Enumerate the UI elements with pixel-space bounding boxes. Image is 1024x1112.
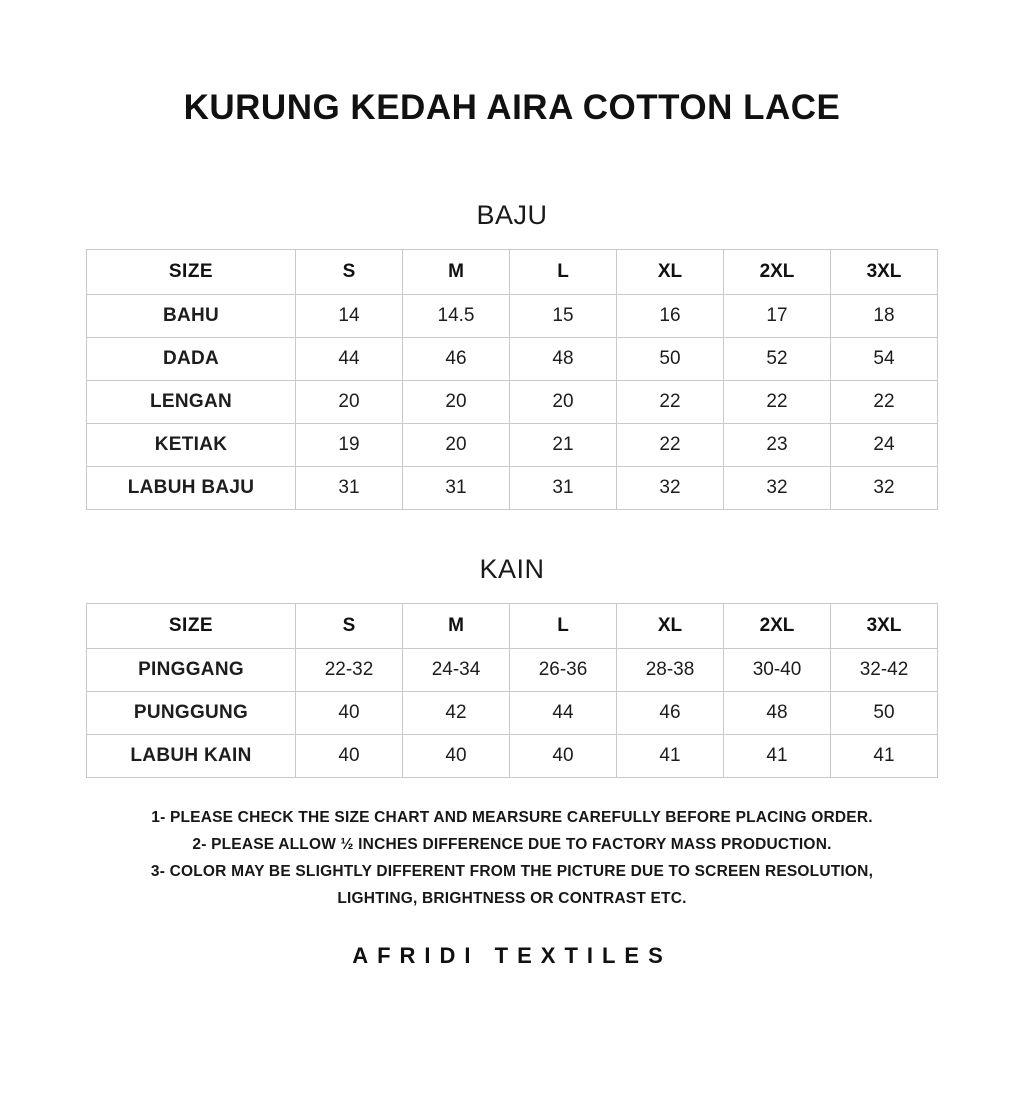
row-label: LENGAN <box>87 381 296 424</box>
cell: 19 <box>296 424 403 467</box>
note-line-3: 3- COLOR MAY BE SLIGHTLY DIFFERENT FROM THE PICTURE DUE TO SCREEN RESOLUTION, <box>150 863 874 881</box>
cell: 18 <box>831 295 938 338</box>
cell: 46 <box>403 338 510 381</box>
cell: 40 <box>296 692 403 735</box>
column-header-size: SIZE <box>87 250 296 295</box>
cell: 16 <box>617 295 724 338</box>
cell: 54 <box>831 338 938 381</box>
cell: 17 <box>724 295 831 338</box>
section-heading-kain: KAIN <box>479 554 545 584</box>
kain-size-table <box>86 603 938 778</box>
cell: 22-32 <box>296 649 403 692</box>
notes-block <box>0 804 1024 913</box>
cell: 20 <box>510 381 617 424</box>
cell: 26-36 <box>510 649 617 692</box>
cell: 20 <box>296 381 403 424</box>
table-row <box>87 692 938 735</box>
cell: 40 <box>296 735 403 778</box>
cell: 50 <box>831 692 938 735</box>
cell: 22 <box>831 381 938 424</box>
cell: 14 <box>296 295 403 338</box>
cell: 40 <box>403 735 510 778</box>
cell: 40 <box>510 735 617 778</box>
table-row <box>87 649 938 692</box>
cell: 31 <box>510 467 617 510</box>
cell: 24 <box>831 424 938 467</box>
column-header-s: S <box>296 250 403 295</box>
table-header-row <box>87 604 938 649</box>
cell: 32-42 <box>831 649 938 692</box>
cell: 31 <box>296 467 403 510</box>
cell: 22 <box>724 381 831 424</box>
row-label: DADA <box>87 338 296 381</box>
cell: 32 <box>724 467 831 510</box>
cell: 46 <box>617 692 724 735</box>
column-header-s: S <box>296 604 403 649</box>
cell: 22 <box>617 424 724 467</box>
size-chart-page <box>0 88 1024 1112</box>
cell: 31 <box>403 467 510 510</box>
cell: 24-34 <box>403 649 510 692</box>
cell: 41 <box>724 735 831 778</box>
cell: 48 <box>724 692 831 735</box>
note-line-1: 1- PLEASE CHECK THE SIZE CHART AND MEARSURE CAREFULLY BEFORE PLACING ORDER. <box>151 809 873 826</box>
note-line-4: LIGHTING, BRIGHTNESS OR CONTRAST ETC. <box>337 890 687 908</box>
section-heading-baju: BAJU <box>476 200 548 230</box>
row-label: LABUH KAIN <box>87 735 296 778</box>
table-row <box>87 381 938 424</box>
cell: 48 <box>510 338 617 381</box>
cell: 20 <box>403 381 510 424</box>
cell: 42 <box>403 692 510 735</box>
cell: 41 <box>831 735 938 778</box>
table-row <box>87 467 938 510</box>
column-header-3xl: 3XL <box>831 250 938 295</box>
column-header-2xl: 2XL <box>724 604 831 649</box>
page-title: KURUNG KEDAH AIRA COTTON LACE <box>183 88 841 127</box>
cell: 21 <box>510 424 617 467</box>
table-row <box>87 735 938 778</box>
note-line-2: 2- PLEASE ALLOW ½ INCHES DIFFERENCE DUE TO FACTORY MASS PRODUCTION. <box>192 836 832 854</box>
column-header-m: M <box>403 604 510 649</box>
table-header-row <box>87 250 938 295</box>
row-label: LABUH BAJU <box>87 467 296 510</box>
cell: 30-40 <box>724 649 831 692</box>
column-header-3xl: 3XL <box>831 604 938 649</box>
column-header-m: M <box>403 250 510 295</box>
column-header-2xl: 2XL <box>724 250 831 295</box>
brand-name: AFRIDI TEXTILES <box>352 942 672 968</box>
row-label: PUNGGUNG <box>87 692 296 735</box>
row-label: KETIAK <box>87 424 296 467</box>
baju-size-table <box>86 249 938 510</box>
column-header-size: SIZE <box>87 604 296 649</box>
cell: 32 <box>617 467 724 510</box>
table-row <box>87 295 938 338</box>
row-label: PINGGANG <box>87 649 296 692</box>
row-label: BAHU <box>87 295 296 338</box>
cell: 50 <box>617 338 724 381</box>
column-header-xl: XL <box>617 250 724 295</box>
cell: 44 <box>296 338 403 381</box>
cell: 32 <box>831 467 938 510</box>
cell: 44 <box>510 692 617 735</box>
cell: 23 <box>724 424 831 467</box>
cell: 28-38 <box>617 649 724 692</box>
cell: 15 <box>510 295 617 338</box>
column-header-xl: XL <box>617 604 724 649</box>
table-row <box>87 338 938 381</box>
cell: 41 <box>617 735 724 778</box>
cell: 20 <box>403 424 510 467</box>
column-header-l: L <box>510 250 617 295</box>
cell: 52 <box>724 338 831 381</box>
cell: 22 <box>617 381 724 424</box>
table-row <box>87 424 938 467</box>
cell: 14.5 <box>403 295 510 338</box>
column-header-l: L <box>510 604 617 649</box>
